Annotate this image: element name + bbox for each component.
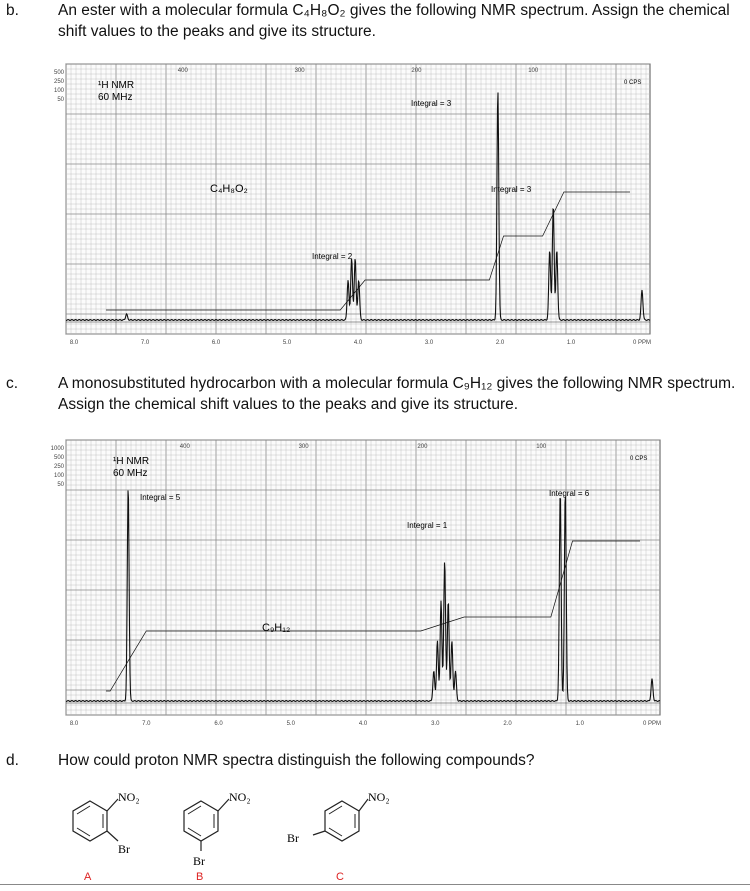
compound-a-label: A bbox=[84, 871, 92, 883]
left-scale-label: 50 bbox=[57, 482, 64, 488]
benzene-ring-c bbox=[325, 801, 359, 841]
spectrum-c-integral-b: Integral = 1 bbox=[407, 521, 448, 530]
top-tick-label: 200 bbox=[417, 444, 428, 450]
compound-a-nitro: NO₂ bbox=[118, 790, 140, 804]
top-tick-label: 400 bbox=[177, 68, 188, 74]
spectrum-b-freq: 60 MHz bbox=[98, 92, 133, 103]
spectrum-c-freq: 60 MHz bbox=[113, 468, 148, 479]
ppm-tick-label: 5.0 bbox=[282, 340, 292, 346]
nmr-spectrum-b-plot bbox=[53, 58, 658, 358]
ppm-tick-label: 4.0 bbox=[353, 340, 363, 346]
left-scale-label: 50 bbox=[57, 97, 64, 103]
spectrum-c-integral-c: Integral = 6 bbox=[549, 489, 590, 498]
top-tick-label: 300 bbox=[294, 68, 305, 74]
nmr-spectrum-c bbox=[50, 434, 668, 739]
ppm-tick-label: 8.0 bbox=[69, 721, 79, 727]
benzene-ring-b bbox=[184, 801, 218, 841]
spectrum-c-cps: 0 CPS bbox=[630, 456, 648, 462]
ppm-tick-label: 1.0 bbox=[575, 721, 584, 727]
ppm-tick-label: 8.0 bbox=[69, 340, 79, 346]
top-tick-label: 400 bbox=[179, 444, 190, 450]
top-tick-label: 100 bbox=[528, 68, 539, 74]
spectrum-b-formula: C₄H₈O₂ bbox=[210, 183, 248, 195]
compound-b-structure bbox=[168, 785, 278, 870]
ppm-tick-label: 3.0 bbox=[424, 340, 434, 346]
ppm-tick-label: 0 PPM bbox=[642, 721, 662, 727]
left-scale-label: 500 bbox=[53, 70, 64, 76]
compound-a-bromo: Br bbox=[118, 842, 130, 856]
compound-a-structure bbox=[60, 785, 170, 860]
compound-b-nitro: NO₂ bbox=[229, 790, 251, 804]
question-c-label: c. bbox=[6, 375, 19, 392]
question-b-label: b. bbox=[6, 2, 19, 19]
question-c-line1: A monosubstituted hydrocarbon with a molecular formula C₉H₁₂ gives the following NMR spectrum. bbox=[58, 375, 736, 392]
ppm-tick-label: 6.0 bbox=[214, 721, 223, 727]
ppm-tick-label: 7.0 bbox=[140, 340, 150, 346]
left-scale-label: 250 bbox=[53, 79, 64, 85]
spectrum-b-integral-a: Integral = 3 bbox=[411, 99, 452, 108]
ppm-tick-label: 3.0 bbox=[431, 721, 440, 727]
spectrum-c-integral-a: Integral = 5 bbox=[140, 493, 181, 502]
question-b-line2: shift values to the peaks and give its structure. bbox=[58, 23, 376, 40]
ppm-tick-label: 2.0 bbox=[495, 340, 505, 346]
top-tick-label: 200 bbox=[411, 68, 422, 74]
question-c-line2: Assign the chemical shift values to the peaks and give its structure. bbox=[58, 396, 519, 413]
compound-c-structure bbox=[283, 785, 423, 860]
spectrum-c-header: ¹H NMR bbox=[113, 456, 150, 467]
ppm-tick-label: 1.0 bbox=[566, 340, 576, 346]
ppm-tick-label: 6.0 bbox=[211, 340, 221, 346]
compound-c-label: C bbox=[336, 871, 344, 883]
question-d-line1: How could proton NMR spectra distinguish the following compounds? bbox=[58, 752, 535, 769]
spectrum-b-integral-c: Integral = 2 bbox=[312, 252, 353, 261]
top-tick-label: 300 bbox=[298, 444, 309, 450]
ppm-tick-label: 0 PPM bbox=[632, 340, 652, 346]
spectrum-b-header: ¹H NMR bbox=[98, 80, 135, 91]
spectrum-b-cps: 0 CPS bbox=[624, 80, 642, 86]
nmr-spectrum-b bbox=[53, 58, 658, 358]
compound-b-bromo: Br bbox=[193, 854, 205, 868]
benzene-ring-a bbox=[73, 801, 107, 841]
spectrum-b-integral-b: Integral = 3 bbox=[491, 185, 532, 194]
question-d-label: d. bbox=[6, 752, 19, 769]
compound-b-label: B bbox=[196, 871, 204, 883]
top-tick-label: 100 bbox=[536, 444, 547, 450]
spectrum-c-formula: C₉H₁₂ bbox=[262, 622, 291, 634]
nmr-spectrum-c-plot bbox=[50, 434, 668, 739]
question-b-line1: An ester with a molecular formula C₄H₈O₂ gives the following NMR spectrum. Assign the chemical bbox=[58, 2, 730, 19]
page-bottom-rule bbox=[0, 884, 750, 885]
left-scale-label: 100 bbox=[53, 88, 64, 94]
ppm-tick-label: 5.0 bbox=[286, 721, 295, 727]
ppm-tick-label: 4.0 bbox=[358, 721, 368, 727]
left-scale-label: 500 bbox=[53, 455, 64, 461]
left-scale-label: 250 bbox=[53, 464, 64, 470]
compound-c-nitro: NO₂ bbox=[368, 790, 390, 804]
ppm-tick-label: 2.0 bbox=[503, 721, 512, 727]
left-scale-label: 1000 bbox=[50, 446, 64, 452]
ppm-tick-label: 7.0 bbox=[142, 721, 151, 727]
compound-c-bromo: Br bbox=[287, 831, 299, 845]
left-scale-label: 100 bbox=[53, 473, 64, 479]
